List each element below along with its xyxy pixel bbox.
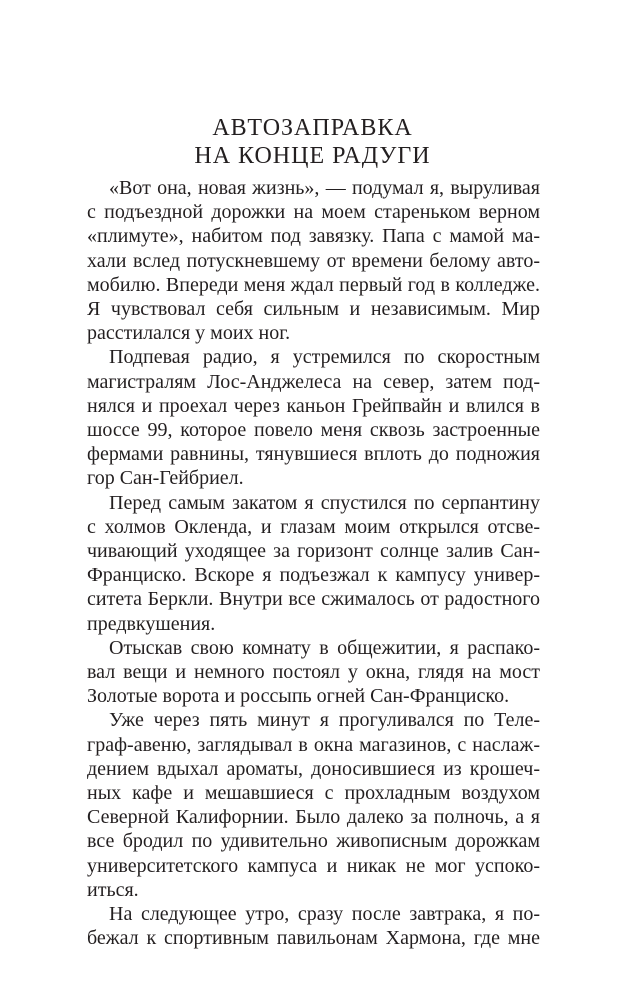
text-line: фермами равнины, тянувшиеся вплоть до подножия: [87, 443, 540, 466]
paragraph: [87, 902, 540, 950]
text-line: шоссе 99, которое повело меня сквозь застроенные: [87, 419, 540, 442]
text-line: хали вслед потускневшему от времени белому авто-: [87, 249, 540, 272]
text-line: иться.: [87, 878, 139, 901]
text-line: с подъездной дорожки на моем стареньком верном: [87, 201, 540, 224]
text-line: Подпевая радио, я устремился по скоростным: [109, 346, 540, 369]
paragraph: [87, 345, 540, 490]
text-line: с холмов Окленда, и глазам моим открылся отсве-: [87, 515, 540, 538]
text-line: дением вдыхал ароматы, доносившиеся из крошеч-: [87, 757, 540, 780]
text-line: Я чувствовал себя сильным и независимым. Мир: [87, 298, 540, 321]
text-line: Отыскав свою комнату в общежитии, я распако-: [109, 636, 540, 659]
chapter-title-line: АВТОЗАПРАВКА: [212, 115, 413, 141]
text-line: нялся и проехал через каньон Грейпвайн и влился в: [87, 394, 540, 417]
paragraph: [87, 636, 540, 709]
paragraph: [87, 491, 540, 636]
text-line: магистралям Лос-Анджелеса на север, затем под-: [87, 370, 540, 393]
paragraph: [87, 708, 540, 902]
text-line: все бродил по удивительно живописным дорожкам: [87, 830, 540, 853]
text-line: ситета Беркли. Внутри все сжималось от радостного: [87, 588, 540, 611]
text-line: граф-авеню, заглядывал в окна магазинов, с наслаж-: [87, 733, 540, 756]
text-line: предвкушения.: [87, 612, 216, 635]
chapter-title: [0, 114, 625, 170]
body-text: [87, 176, 540, 951]
text-line: вал вещи и немного постоял у окна, глядя на мост: [87, 661, 540, 684]
text-line: гор Сан-Гейбриел.: [87, 467, 244, 490]
text-line: бежал к спортивным павильонам Хармона, где мне: [87, 927, 540, 950]
text-line: мобилю. Впереди меня ждал первый год в колледже.: [87, 273, 540, 296]
text-line: «Вот она, новая жизнь», — подумал я, выруливая: [109, 177, 540, 199]
text-line: расстилался у моих ног.: [87, 322, 291, 345]
text-line: ных кафе и мешавшиеся с прохладным воздухом: [87, 782, 540, 805]
text-line: Уже через пять минут я прогуливался по Теле-: [109, 709, 540, 732]
text-line: На следующее утро, сразу после завтрака, я по-: [109, 903, 540, 926]
text-line: Перед самым закатом я спустился по серпантину: [109, 491, 540, 514]
paragraph: [87, 176, 540, 345]
text-line: чивающий уходящее за горизонт солнце залив Сан-: [87, 540, 540, 563]
text-line: Северной Калифорнии. Было далеко за полночь, а я: [87, 806, 540, 829]
text-line: «плимуте», набитом под завязку. Папа с мамой ма-: [87, 225, 540, 248]
text-line: университетского кампуса и никак не мог успоко-: [87, 854, 540, 877]
chapter-title-line: НА КОНЦЕ РАДУГИ: [194, 143, 431, 169]
text-line: Золотые ворота и россыпь огней Сан-Франциско.: [87, 685, 510, 708]
text-line: Франциско. Вскоре я подъезжал к кампусу универ-: [87, 564, 540, 587]
